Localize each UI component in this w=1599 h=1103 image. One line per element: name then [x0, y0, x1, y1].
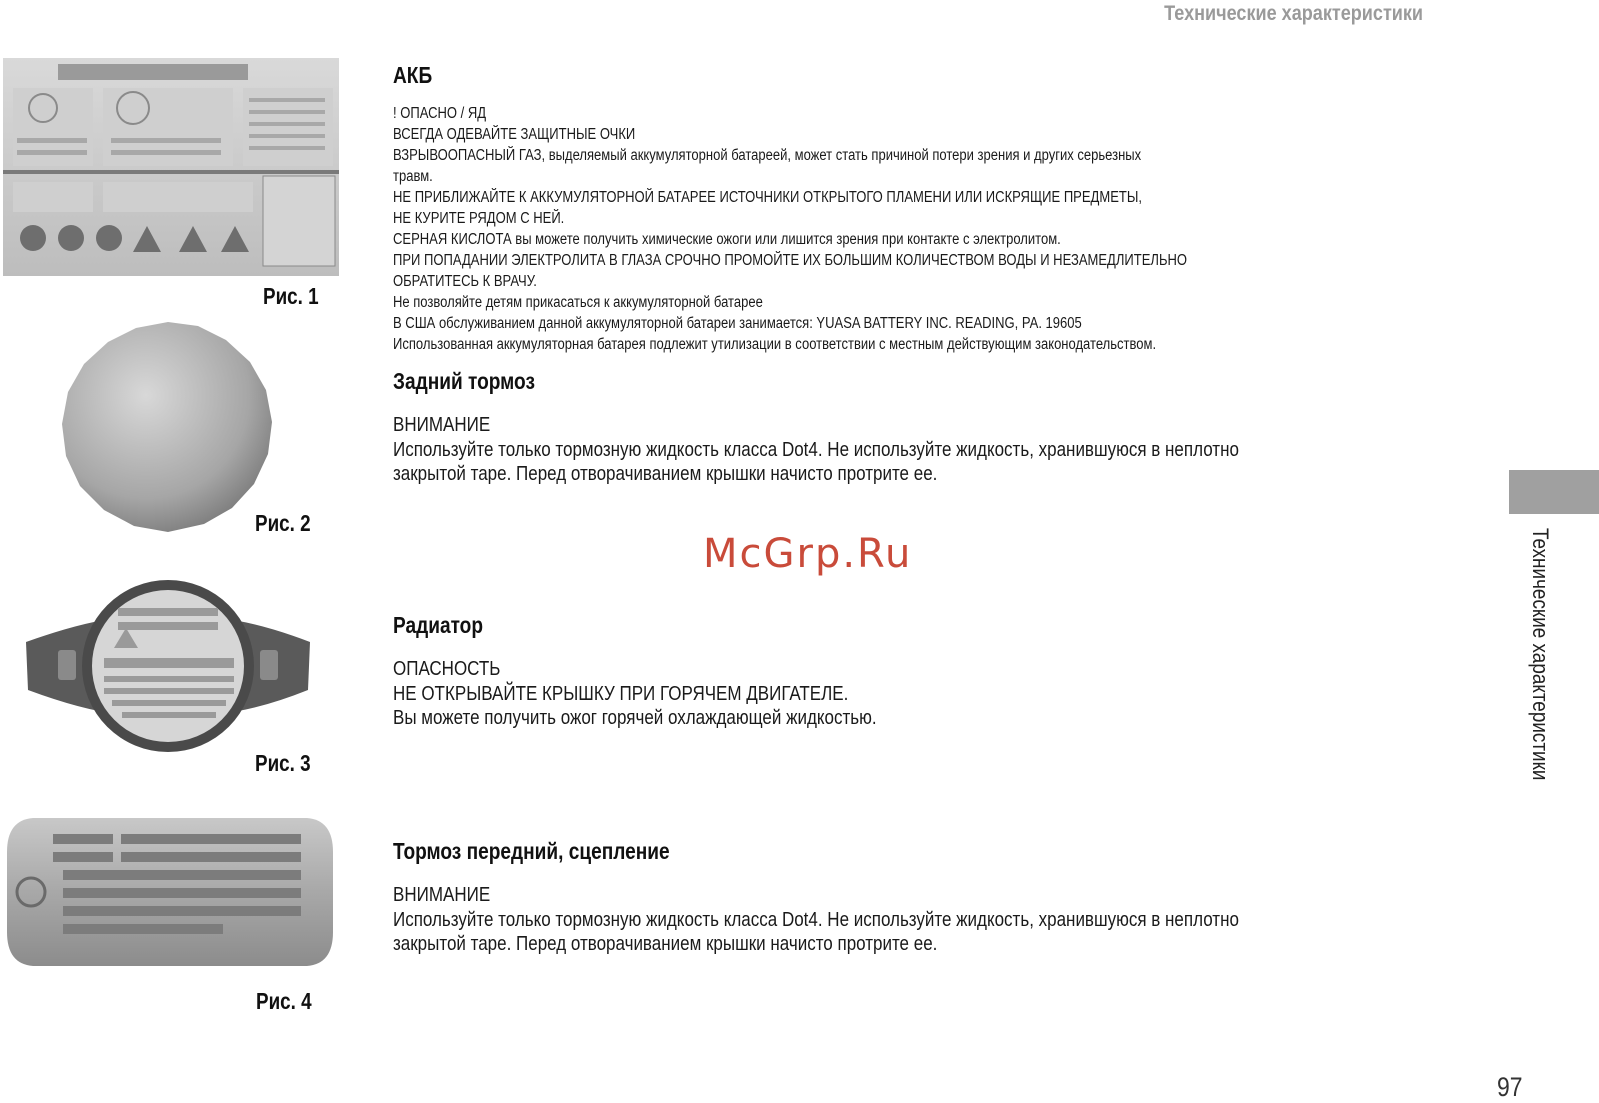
section-battery-text	[393, 103, 1403, 355]
text-line: СЕРНАЯ КИСЛОТА вы можете получить химические ожоги или лишится зрения при контакте с электролитом.	[393, 231, 1061, 248]
text-line: закрытой таре. Перед отворачиванием крышки начисто протрите ее.	[393, 933, 938, 955]
section-front-brake-clutch-text	[393, 883, 1403, 957]
text-line: ОБРАТИТЕСЬ К ВРАЧУ.	[393, 273, 537, 290]
section-radiator-title: Радиатор	[393, 612, 483, 638]
text-line: Вы можете получить ожог горячей охлаждающей жидкостью.	[393, 707, 877, 729]
figure-3-caption: Рис. 3	[255, 750, 311, 776]
text-line: ВЗРЫВООПАСНЫЙ ГАЗ, выделяемый аккумуляторной батареей, может стать причиной потери зрения и других серьезных	[393, 147, 1142, 164]
section-front-brake-clutch-title: Тормоз передний, сцепление	[393, 838, 670, 864]
text-line: ВНИМАНИЕ	[393, 414, 491, 436]
text-line: НЕ ОТКРЫВАЙТЕ КРЫШКУ ПРИ ГОРЯЧЕМ ДВИГАТЕЛЕ.	[393, 682, 849, 705]
figure-2-caption: Рис. 2	[255, 510, 311, 536]
section-rear-brake-title: Задний тормоз	[393, 368, 535, 394]
text-line: В США обслуживанием данной аккумуляторной батареи занимается: YUASA BATTERY INC. READING, PA. 19605	[393, 315, 1082, 332]
text-line: ВНИМАНИЕ	[393, 884, 491, 906]
figure-1-battery-label	[3, 58, 339, 276]
text-line: НЕ КУРИТЕ РЯДОМ С НЕЙ.	[393, 210, 565, 227]
text-line: Не позволяйте детям прикасаться к аккумуляторной батарее	[393, 294, 763, 311]
section-battery	[393, 62, 1403, 355]
text-line: ВСЕГДА ОДЕВАЙТЕ ЗАЩИТНЫЕ ОЧКИ	[393, 126, 636, 143]
text-line: Используйте только тормозную жидкость класса Dot4. Не используйте жидкость, хранившуюся в неплотно	[393, 438, 1239, 461]
text-line: закрытой таре. Перед отворачиванием крышки начисто протрите ее.	[393, 463, 938, 485]
side-tab-label: Технические характеристики	[1528, 528, 1553, 781]
text-line: травм.	[393, 168, 433, 185]
figure-4-caption: Рис. 4	[256, 988, 312, 1014]
section-rear-brake-text	[393, 413, 1403, 487]
figure-1-caption: Рис. 1	[263, 283, 319, 309]
section-radiator-text	[393, 657, 1403, 731]
section-front-brake-clutch	[393, 838, 1403, 957]
page-number: 97	[1497, 1072, 1523, 1102]
page-header-title: Технические характеристики	[1164, 2, 1423, 25]
section-rear-brake	[393, 368, 1403, 487]
text-line: ПРИ ПОПАДАНИИ ЭЛЕКТРОЛИТА В ГЛАЗА СРОЧНО ПРОМОЙТЕ ИХ БОЛЬШИМ КОЛИЧЕСТВОМ ВОДЫ И НЕЗАМЕДЛИТЕЛЬНО	[393, 252, 1188, 269]
figure-2-brake-cap	[58, 318, 278, 542]
figure-3-radiator-cap	[22, 578, 314, 756]
text-line: Используйте только тормозную жидкость класса Dot4. Не используйте жидкость, хранившуюся в неплотно	[393, 908, 1239, 931]
text-line: ОПАСНОСТЬ	[393, 658, 501, 680]
watermark-text: McGrp.Ru	[703, 531, 913, 577]
text-line: НЕ ПРИБЛИЖАЙТЕ К АККУМУЛЯТОРНОЙ БАТАРЕЕ ИСТОЧНИКИ ОТКРЫТОГО ПЛАМЕНИ ИЛИ ИСКРЯЩИЕ ПРЕДМЕТЫ,	[393, 189, 1142, 206]
section-battery-title: АКБ	[393, 62, 433, 88]
figure-4-front-brake-plate	[3, 812, 337, 972]
side-tab-marker	[1509, 470, 1599, 514]
section-radiator	[393, 612, 1403, 731]
text-line: ! ОПАСНО / ЯД	[393, 105, 487, 122]
text-line: Использованная аккумуляторная батарея подлежит утилизации в соответствии с местным действующим законодательством.	[393, 336, 1157, 353]
